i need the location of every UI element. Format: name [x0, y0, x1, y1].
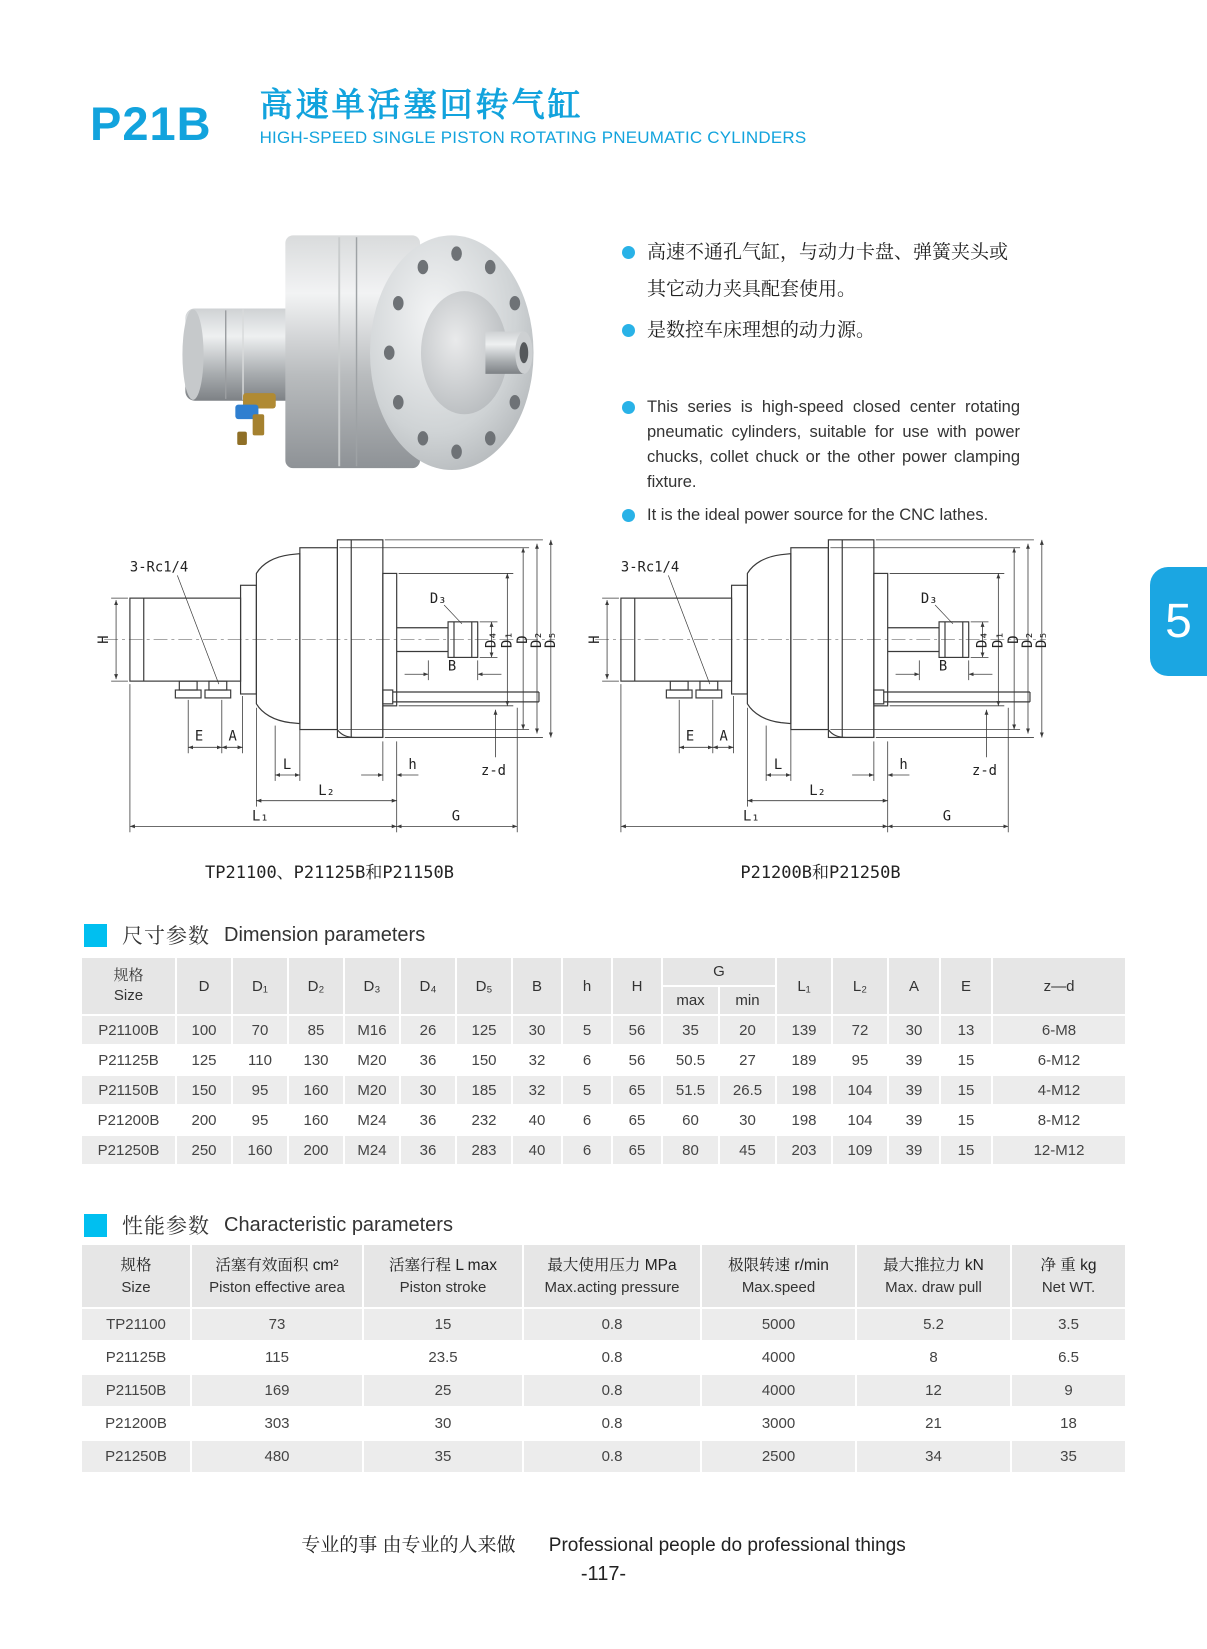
value-cell: 8 — [856, 1341, 1011, 1374]
page-title-cn: 高速单活塞回转气缸 — [259, 86, 584, 123]
characteristic-table-row — [81, 1341, 1126, 1374]
feature-text: 是数控车床理想的动力源。 — [647, 320, 876, 341]
technical-drawing-large-models — [583, 526, 1058, 857]
col-header: 最大推拉力 kN Max. draw pull — [856, 1244, 1011, 1308]
value-cell: 56 — [612, 1045, 662, 1075]
slogan-cn: 专业的事 由专业的人来做 — [301, 1535, 516, 1556]
value-cell: 6 — [562, 1045, 612, 1075]
value-cell: 130 — [288, 1045, 344, 1075]
col-header: D — [176, 957, 232, 1015]
page-title-en: HIGH-SPEED SINGLE PISTON ROTATING PNEUMATIC CYLINDERS — [259, 127, 807, 147]
col-header: z—d — [992, 957, 1126, 1015]
front-shaft — [485, 332, 532, 374]
value-cell: 15 — [363, 1308, 523, 1341]
col-header: 活塞行程 L max Piston stroke — [363, 1244, 523, 1308]
value-cell: 189 — [776, 1045, 832, 1075]
value-cell: 6-M8 — [992, 1015, 1126, 1045]
value-cell: 65 — [612, 1075, 662, 1105]
characteristic-table-row — [81, 1407, 1126, 1440]
slogan-en: Professional people do professional things — [548, 1535, 906, 1556]
col-header: A — [888, 957, 940, 1015]
value-cell: 5 — [562, 1015, 612, 1045]
col-header: D₃ — [344, 957, 400, 1015]
value-cell: 150 — [456, 1045, 512, 1075]
value-cell: 40 — [512, 1135, 562, 1165]
size-cell: P21250B — [81, 1440, 191, 1473]
value-cell: 3.5 — [1011, 1308, 1126, 1341]
value-cell: 39 — [888, 1045, 940, 1075]
value-cell: 8-M12 — [992, 1105, 1126, 1135]
value-cell: 39 — [888, 1105, 940, 1135]
value-cell: 4000 — [701, 1374, 856, 1407]
characteristic-parameters-table — [80, 1243, 1127, 1474]
value-cell: 51.5 — [662, 1075, 719, 1105]
bullet-icon — [622, 324, 635, 337]
value-cell: 30 — [400, 1075, 456, 1105]
col-header: 最大使用压力 MPa Max.acting pressure — [523, 1244, 701, 1308]
value-cell: 12-M12 — [992, 1135, 1126, 1165]
size-cell: P21250B — [81, 1135, 176, 1165]
value-cell: 30 — [363, 1407, 523, 1440]
value-cell: 15 — [940, 1135, 992, 1165]
col-header: B — [512, 957, 562, 1015]
value-cell: 0.8 — [523, 1374, 701, 1407]
value-cell: 35 — [662, 1015, 719, 1045]
value-cell: 21 — [856, 1407, 1011, 1440]
size-cell: P21125B — [81, 1341, 191, 1374]
value-cell: 115 — [191, 1341, 363, 1374]
section-title-en: Characteristic parameters — [224, 1213, 453, 1236]
value-cell: 95 — [232, 1075, 288, 1105]
dimension-table-row — [81, 1105, 1126, 1135]
value-cell: 70 — [232, 1015, 288, 1045]
value-cell: 50.5 — [662, 1045, 719, 1075]
value-cell: 4-M12 — [992, 1075, 1126, 1105]
value-cell: M20 — [344, 1045, 400, 1075]
value-cell: 95 — [832, 1045, 888, 1075]
col-header: D₅ — [456, 957, 512, 1015]
value-cell: 0.8 — [523, 1440, 701, 1473]
value-cell: 100 — [176, 1015, 232, 1045]
col-header-g-min: min — [719, 986, 776, 1015]
bullet-icon — [622, 401, 635, 414]
value-cell: 5 — [562, 1075, 612, 1105]
feature-item — [622, 503, 1020, 528]
value-cell: 36 — [400, 1045, 456, 1075]
value-cell: 23.5 — [363, 1341, 523, 1374]
chapter-tab — [1150, 567, 1207, 676]
value-cell: 6 — [562, 1135, 612, 1165]
section-title-cn: 尺寸参数 — [122, 925, 210, 948]
technical-drawing-small-models — [92, 526, 567, 857]
dimension-section-title — [84, 920, 425, 950]
value-cell: 26 — [400, 1015, 456, 1045]
section-title-cn: 性能参数 — [122, 1215, 210, 1238]
value-cell: 150 — [176, 1075, 232, 1105]
col-header: D₄ — [400, 957, 456, 1015]
value-cell: 65 — [612, 1105, 662, 1135]
value-cell: 2500 — [701, 1440, 856, 1473]
value-cell: 104 — [832, 1075, 888, 1105]
value-cell: 73 — [191, 1308, 363, 1341]
feature-text: This series is high-speed closed center rotating pneumatic cylinders, suitable for use with power chucks, collet chuck or the other power clamping fixture. — [647, 398, 1020, 491]
section-title-en: Dimension parameters — [224, 923, 426, 946]
characteristic-section-title — [84, 1210, 453, 1240]
value-cell: 36 — [400, 1135, 456, 1165]
value-cell: 20 — [719, 1015, 776, 1045]
dimension-table-row — [81, 1045, 1126, 1075]
size-cell: P21200B — [81, 1407, 191, 1440]
dimension-table-row — [81, 1135, 1126, 1165]
size-cell: P21100B — [81, 1015, 176, 1045]
value-cell: 32 — [512, 1075, 562, 1105]
value-cell: 110 — [232, 1045, 288, 1075]
value-cell: 160 — [232, 1135, 288, 1165]
value-cell: 15 — [940, 1105, 992, 1135]
value-cell: 30 — [512, 1015, 562, 1045]
value-cell: 6.5 — [1011, 1341, 1126, 1374]
value-cell: 6 — [562, 1105, 612, 1135]
feature-text: 高速不通孔气缸，与动力卡盘、弹簧夹头或其它动力夹具配套使用。 — [647, 242, 1009, 300]
value-cell: 35 — [1011, 1440, 1126, 1473]
value-cell: 5.2 — [856, 1308, 1011, 1341]
size-cell: TP21100 — [81, 1308, 191, 1341]
value-cell: 185 — [456, 1075, 512, 1105]
value-cell: 36 — [400, 1105, 456, 1135]
value-cell: 198 — [776, 1075, 832, 1105]
value-cell: 125 — [456, 1015, 512, 1045]
value-cell: 250 — [176, 1135, 232, 1165]
value-cell: 30 — [719, 1105, 776, 1135]
value-cell: 27 — [719, 1045, 776, 1075]
value-cell: 125 — [176, 1045, 232, 1075]
value-cell: 40 — [512, 1105, 562, 1135]
value-cell: 232 — [456, 1105, 512, 1135]
value-cell: 198 — [776, 1105, 832, 1135]
feature-item — [622, 234, 1020, 308]
col-header: h — [562, 957, 612, 1015]
page-number: -117- — [580, 1563, 627, 1585]
value-cell: 283 — [456, 1135, 512, 1165]
section-marker-icon — [84, 1214, 107, 1237]
size-cell: P21150B — [81, 1075, 176, 1105]
feature-item — [622, 312, 1020, 349]
value-cell: 34 — [856, 1440, 1011, 1473]
value-cell: M24 — [344, 1105, 400, 1135]
value-cell: 15 — [940, 1075, 992, 1105]
value-cell: 480 — [191, 1440, 363, 1473]
value-cell: 5000 — [701, 1308, 856, 1341]
characteristic-table-row — [81, 1374, 1126, 1407]
drawing-caption: TP21100、P21125B和P21150B — [205, 863, 454, 883]
size-cell: P21150B — [81, 1374, 191, 1407]
characteristic-table-row — [81, 1440, 1126, 1473]
value-cell: 6-M12 — [992, 1045, 1126, 1075]
col-header: L₁ — [776, 957, 832, 1015]
col-header-g: G — [662, 957, 776, 986]
model-code: P21B — [90, 97, 212, 150]
value-cell: M20 — [344, 1075, 400, 1105]
bullet-icon — [622, 246, 635, 259]
size-cell: P21125B — [81, 1045, 176, 1075]
col-header-g-max: max — [662, 986, 719, 1015]
col-header-size: 规格 Size — [81, 957, 176, 1015]
value-cell: 80 — [662, 1135, 719, 1165]
value-cell: 56 — [612, 1015, 662, 1045]
dimension-parameters-table — [80, 956, 1127, 1166]
chapter-number: 5 — [1165, 594, 1192, 648]
value-cell: 65 — [612, 1135, 662, 1165]
value-cell: 200 — [288, 1135, 344, 1165]
value-cell: 203 — [776, 1135, 832, 1165]
value-cell: 303 — [191, 1407, 363, 1440]
feature-list — [622, 234, 1020, 528]
value-cell: 30 — [888, 1015, 940, 1045]
value-cell: 4000 — [701, 1341, 856, 1374]
col-header: 极限转速 r/min Max.speed — [701, 1244, 856, 1308]
value-cell: 160 — [288, 1105, 344, 1135]
value-cell: 3000 — [701, 1407, 856, 1440]
value-cell: 95 — [232, 1105, 288, 1135]
value-cell: 32 — [512, 1045, 562, 1075]
section-marker-icon — [84, 924, 107, 947]
value-cell: 35 — [363, 1440, 523, 1473]
value-cell: 15 — [940, 1045, 992, 1075]
value-cell: 39 — [888, 1135, 940, 1165]
col-header: 活塞有效面积 cm² Piston effective area — [191, 1244, 363, 1308]
feature-text: It is the ideal power source for the CNC lathes. — [647, 506, 989, 524]
value-cell: M16 — [344, 1015, 400, 1045]
value-cell: 39 — [888, 1075, 940, 1105]
drawing-caption: P21200B和P21250B — [740, 863, 901, 883]
value-cell: 104 — [832, 1105, 888, 1135]
col-header: 规格 Size — [81, 1244, 191, 1308]
value-cell: 0.8 — [523, 1341, 701, 1374]
value-cell: 0.8 — [523, 1308, 701, 1341]
value-cell: 0.8 — [523, 1407, 701, 1440]
value-cell: 139 — [776, 1015, 832, 1045]
footer-slogan — [0, 1530, 1207, 1557]
product-photo — [168, 198, 572, 492]
value-cell: 200 — [176, 1105, 232, 1135]
value-cell: 160 — [288, 1075, 344, 1105]
col-header: D₂ — [288, 957, 344, 1015]
value-cell: 109 — [832, 1135, 888, 1165]
value-cell: 169 — [191, 1374, 363, 1407]
rear-cylinder — [182, 308, 298, 400]
page-header — [90, 86, 806, 148]
value-cell: M24 — [344, 1135, 400, 1165]
value-cell: 12 — [856, 1374, 1011, 1407]
value-cell: 25 — [363, 1374, 523, 1407]
feature-item — [622, 395, 1020, 495]
value-cell: 60 — [662, 1105, 719, 1135]
col-header: E — [940, 957, 992, 1015]
value-cell: 85 — [288, 1015, 344, 1045]
col-header: 净 重 kg Net WT. — [1011, 1244, 1126, 1308]
size-cell: P21200B — [81, 1105, 176, 1135]
value-cell: 9 — [1011, 1374, 1126, 1407]
characteristic-table-row — [81, 1308, 1126, 1341]
value-cell: 26.5 — [719, 1075, 776, 1105]
air-fittings — [235, 393, 275, 445]
value-cell: 13 — [940, 1015, 992, 1045]
dimension-table-row — [81, 1075, 1126, 1105]
value-cell: 18 — [1011, 1407, 1126, 1440]
value-cell: 72 — [832, 1015, 888, 1045]
bullet-icon — [622, 509, 635, 522]
value-cell: 45 — [719, 1135, 776, 1165]
col-header: H — [612, 957, 662, 1015]
col-header: D₁ — [232, 957, 288, 1015]
dimension-table-row — [81, 1015, 1126, 1045]
col-header: L₂ — [832, 957, 888, 1015]
